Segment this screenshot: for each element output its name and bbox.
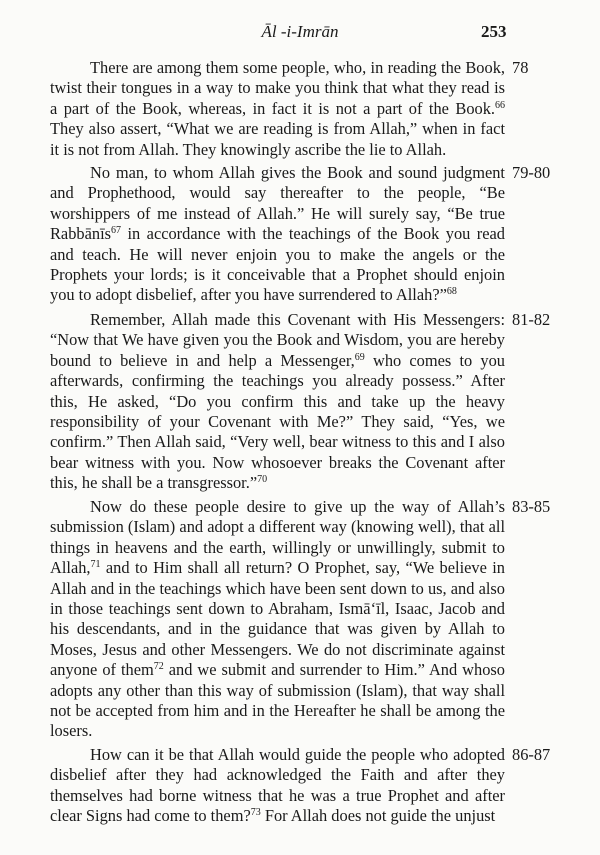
verse-number: 79-80 <box>512 163 551 182</box>
verse-number: 86-87 <box>512 745 551 764</box>
footnote-marker: 73 <box>250 807 261 819</box>
footnote-marker: 72 <box>153 661 164 673</box>
passage-text: There are among them some people, who, in reading the Book, twist their tongues in a way to make you think that what they read is a part of the Book, whereas, in fact it is not a part of the Book. <box>50 58 505 118</box>
footnote-marker: 71 <box>90 559 101 571</box>
passage-text: For Allah does not guide the unjust <box>260 806 496 826</box>
passage-text: in accordance with the teachings of the Book you read and teach. He will never enjoin you to make the angels or the Prophets your lords; is it conceivable that a Prophet should enjoin you to adopt disbelief, after you have surrendered to Allah?” <box>50 224 505 305</box>
passage-text: who comes to you afterwards, confirming the teachings you already possess.” After this, He asked, “Do you confirm this and take up the heavy responsibility of your Covenant with Me?” They said, “Yes, we confirm.” Then Allah said, “Very well, bear witness to this and I also bear witness with you. Now whosoever breaks the Covenant after this, he shall be a transgressor.” <box>50 350 505 493</box>
running-head <box>0 22 600 42</box>
verse-number: 78 <box>512 58 529 77</box>
verse-number: 83-85 <box>512 497 551 516</box>
surah-title: Āl -i-Imrān <box>261 22 339 41</box>
passage-79-80 <box>50 163 505 306</box>
passage-83-85 <box>50 497 505 742</box>
footnote-marker: 66 <box>495 99 505 111</box>
footnote-marker: 68 <box>446 286 457 298</box>
passage-text: They also assert, “What we are reading is from Allah,” when in fact it is not from Allah. They knowingly ascribe the lie to Allah. <box>50 119 505 159</box>
passage-78 <box>50 58 505 160</box>
passage-text: and to Him shall all return? O Prophet, say, “We believe in Allah and in the teachings which have been sent down to us, and also in those teachings sent down to Abraham, Ismā‘īl, Isaac, Jacob and his descendants, and in the guidance that was given by Allah to Moses, Jesus and other Messengers. We do not discriminate against anyone of them <box>50 558 505 680</box>
passage-text: How can it be that Allah would guide the people who adopted disbelief after they had acknowledged the Faith and after they themselves had borne witness that he was a true Prophet and after clear Signs had come to them? <box>50 745 505 826</box>
footnote-marker: 69 <box>354 351 365 363</box>
footnote-marker: 70 <box>257 474 268 486</box>
verse-number: 81-82 <box>512 310 551 329</box>
passage-text: and we submit and surrender to Him.” And whoso adopts any other than this way of submission (Islam), that way shall not be accepted from him and in the Hereafter he shall be among the losers. <box>50 660 505 741</box>
page-number: 253 <box>481 22 507 41</box>
passage-text: No man, to whom Allah gives the Book and sound judgment and Prophethood, would say thereafter to the people, “Be worshippers of me instead of Allah.” He will surely say, “Be true Rabbānīs <box>50 163 505 244</box>
passage-81-82 <box>50 310 505 494</box>
passage-86-87 <box>50 745 505 827</box>
passage-text: Now do these people desire to give up the way of Allah’s submission (Islam) and adopt a different way (knowing well), that all things in heavens and the earth, willingly or unwillingly, submit to Allah, <box>50 497 505 578</box>
footnote-marker: 67 <box>111 225 122 237</box>
passage-text: Remember, Allah made this Covenant with His Messengers: “Now that We have given you the Book and Wisdom, you are hereby bound to believe in and help a Messenger, <box>50 310 505 370</box>
